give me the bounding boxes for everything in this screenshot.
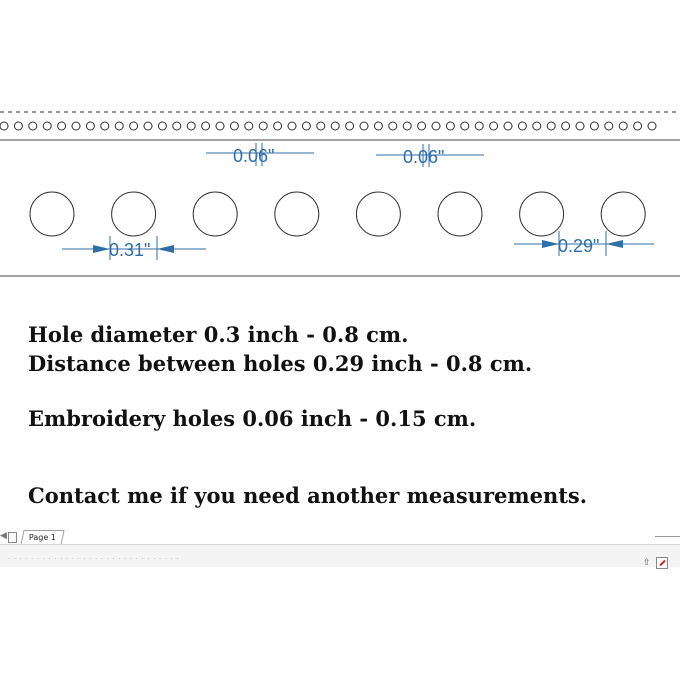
large-hole (112, 192, 156, 236)
embroidery-hole (230, 122, 238, 130)
embroidery-hole (619, 122, 627, 130)
note-hole-distance: Distance between holes 0.29 inch - 0.8 cm. (28, 351, 533, 376)
dimension-arrow-right (157, 245, 174, 253)
embroidery-hole (346, 122, 354, 130)
embroidery-hole (144, 122, 152, 130)
embroidery-hole (101, 122, 109, 130)
embroidery-hole (605, 122, 613, 130)
status-text: · · · · · · · · · · · · · · · · · · · · · · · · · · · · · · (8, 556, 180, 563)
large-hole (438, 192, 482, 236)
page-nav-arrow-icon[interactable]: ◀ (0, 531, 7, 541)
status-row (0, 544, 680, 567)
embroidery-hole (302, 122, 310, 130)
embroidery-hole (14, 122, 22, 130)
embroidery-hole (360, 122, 368, 130)
embroidery-hole (274, 122, 282, 130)
embroidery-hole (475, 122, 483, 130)
hole-spacing-label: 0.29" (558, 236, 600, 256)
dimension-arrow-left (93, 245, 110, 253)
page-icon[interactable] (8, 532, 17, 543)
embroidery-hole (115, 122, 123, 130)
embroidery-hole (245, 122, 253, 130)
divider (655, 536, 680, 537)
large-holes-row (30, 192, 645, 236)
tab-page-1[interactable]: Page 1 (20, 530, 64, 545)
embroidery-hole (173, 122, 181, 130)
dimension-embroidery-right (376, 144, 484, 167)
large-hole (193, 192, 237, 236)
dimension-arrow-left (542, 240, 559, 248)
large-hole (356, 192, 400, 236)
snap-icon[interactable]: ⇧ (643, 558, 651, 568)
note-embroidery-holes: Embroidery holes 0.06 inch - 0.15 cm. (28, 406, 477, 431)
embroidery-hole (0, 122, 8, 130)
embroidery-hole (29, 122, 37, 130)
embroidery-hole (43, 122, 51, 130)
embroidery-hole (504, 122, 512, 130)
embroidery-hole (86, 122, 94, 130)
embroidery-hole (576, 122, 584, 130)
note-hole-diameter: Hole diameter 0.3 inch - 0.8 cm. (28, 322, 409, 347)
large-hole (601, 192, 645, 236)
embroidery-hole (648, 122, 656, 130)
measurement-notes (28, 320, 668, 510)
embroidery-hole (403, 122, 411, 130)
embroidery-hole (634, 122, 642, 130)
embroidery-hole (317, 122, 325, 130)
hole-diameter-label: 0.31" (109, 240, 151, 260)
embroidery-hole (432, 122, 440, 130)
embroidery-hole (331, 122, 339, 130)
embroidery-hole (490, 122, 498, 130)
dimension-hole-diameter (62, 236, 206, 260)
pattern-drawing (0, 0, 680, 300)
embroidery-hole (418, 122, 426, 130)
embroidery-hole (374, 122, 382, 130)
embroidery-hole (259, 122, 267, 130)
embroidery-hole (187, 122, 195, 130)
embroidery-hole-label-left: 0.06" (233, 146, 275, 166)
no-fill-icon[interactable] (656, 557, 668, 569)
embroidery-hole (202, 122, 210, 130)
large-hole (30, 192, 74, 236)
embroidery-hole (72, 122, 80, 130)
embroidery-hole (562, 122, 570, 130)
embroidery-hole (216, 122, 224, 130)
large-hole (275, 192, 319, 236)
embroidery-hole (547, 122, 555, 130)
embroidery-hole (518, 122, 526, 130)
embroidery-hole (533, 122, 541, 130)
embroidery-hole (446, 122, 454, 130)
dimension-arrow-right (606, 240, 623, 248)
embroidery-holes-row (0, 122, 656, 130)
embroidery-hole (130, 122, 138, 130)
embroidery-hole (590, 122, 598, 130)
editor-statusbar (0, 526, 680, 572)
embroidery-hole-label-right: 0.06" (403, 147, 445, 167)
large-hole (520, 192, 564, 236)
note-contact: Contact me if you need another measurements. (28, 483, 588, 508)
embroidery-hole (288, 122, 296, 130)
embroidery-hole (158, 122, 166, 130)
embroidery-hole (389, 122, 397, 130)
embroidery-hole (461, 122, 469, 130)
dimension-embroidery-left (206, 143, 314, 166)
embroidery-hole (58, 122, 66, 130)
